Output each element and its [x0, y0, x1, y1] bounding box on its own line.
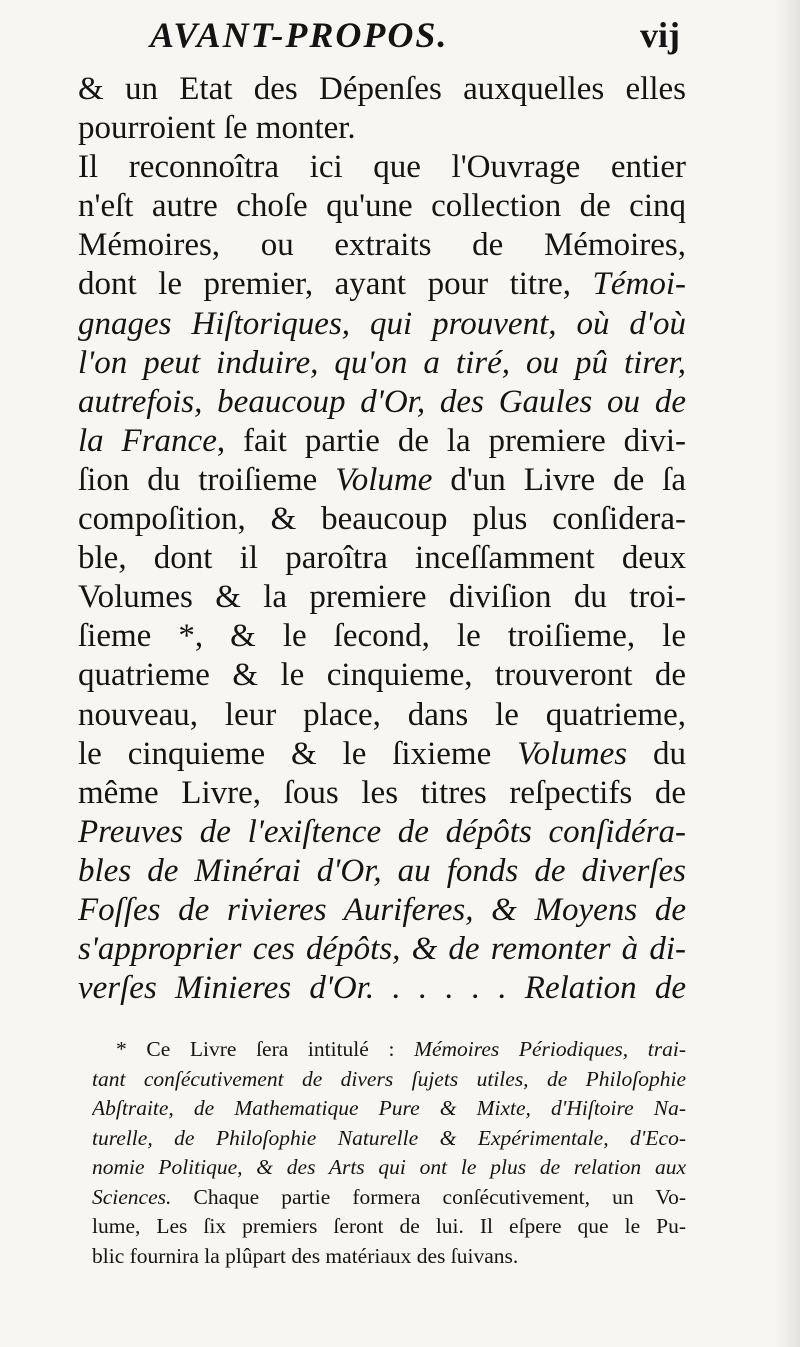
text-line-21-segment: bles de Minérai d'Or, au fonds de diverſes — [78, 852, 686, 889]
footnote-line-8 — [92, 1242, 686, 1272]
text-line-4 — [78, 187, 686, 226]
text-line-2 — [78, 109, 686, 148]
running-head: AVANT-PROPOS. — [150, 15, 449, 55]
text-line-9 — [78, 383, 686, 422]
page-header — [150, 14, 690, 64]
text-line-11-segment: ſion du troiſieme — [78, 461, 336, 498]
text-line-10-segment: , fait partie de la premiere divi- — [216, 422, 686, 459]
text-line-10 — [78, 422, 686, 461]
text-line-6-segment: Témoi- — [592, 266, 686, 303]
text-line-1-segment: & un Etat des Dépenſes auxquelles elles — [78, 71, 686, 107]
text-line-11 — [78, 461, 686, 500]
text-line-16 — [78, 656, 686, 695]
footnote-line-3-segment: Abſtraite, de Mathematique Pure & Mixte, d'Hiſtoire Na- — [92, 1096, 686, 1120]
text-line-10-segment: la France — [78, 422, 217, 459]
text-line-9-segment: autrefois, beaucoup d'Or, des Gaules ou de — [78, 383, 686, 420]
text-line-18 — [78, 735, 686, 774]
footnote-line-5 — [92, 1153, 686, 1183]
footnote-line-8-segment: blic fournira la plûpart des matériaux des ſuivans. — [92, 1243, 519, 1268]
text-line-13 — [78, 539, 686, 578]
text-line-6 — [78, 265, 686, 304]
text-line-20 — [78, 813, 686, 852]
footnote-line-6-segment: Sciences. — [92, 1184, 172, 1209]
footnote-line-1 — [92, 1035, 686, 1065]
footnote-line-5-segment: nomie Politique, & des Arts qui ont le plus de relation aux — [92, 1155, 686, 1179]
text-line-7 — [78, 305, 686, 344]
text-line-17-segment: nouveau, leur place, dans le quatrieme, — [78, 696, 686, 733]
text-line-15 — [78, 617, 686, 656]
text-line-23-segment: s'approprier ces dépôts, & de remonter à di- — [78, 931, 686, 968]
text-line-23 — [78, 930, 686, 969]
footnote-line-4-segment: turelle, de Philoſophie Naturelle & Expérimentale, d'Eco- — [92, 1125, 686, 1150]
text-line-7-segment: gnages Hiſtoriques, qui prouvent, où d'où — [78, 305, 686, 342]
text-line-14 — [78, 578, 686, 617]
text-line-18-segment: du — [627, 735, 686, 772]
text-line-16-segment: quatrieme & le cinquieme, trouveront de — [78, 657, 686, 694]
text-line-5 — [78, 226, 686, 265]
footnote — [92, 1035, 686, 1271]
footnote-line-7 — [92, 1212, 686, 1242]
text-line-18-segment: Volumes — [517, 735, 628, 772]
text-line-3 — [78, 148, 686, 187]
main-text — [78, 70, 686, 1008]
text-line-8-segment: l'on peut induire, qu'on a tiré, ou pû tirer, — [78, 344, 686, 381]
text-line-12-segment: compoſition, & beaucoup plus conſidera- — [78, 501, 686, 538]
page-number: vij — [640, 15, 680, 55]
page-gutter-shadow — [774, 0, 800, 1347]
text-line-6-segment: dont le premier, ayant pour titre, — [78, 266, 593, 303]
text-line-3-segment: Il reconnoîtra ici que l'Ouvrage entier — [78, 149, 686, 186]
text-line-17 — [78, 696, 686, 735]
footnote-line-1-segment: * Ce Livre ſera intitulé : — [116, 1037, 415, 1061]
text-line-5-segment: Mémoires, ou extraits de Mémoires, — [78, 227, 686, 264]
footnote-line-2 — [92, 1065, 686, 1095]
text-line-14-segment: Volumes & la premiere diviſion du troi- — [78, 579, 686, 616]
footnote-line-1-segment: Mémoires Périodiques, trai- — [414, 1037, 686, 1061]
text-line-12 — [78, 500, 686, 539]
text-line-4-segment: n'eſt autre choſe qu'une collection de cinq — [78, 188, 686, 225]
footnote-line-4 — [92, 1124, 686, 1154]
text-line-1 — [78, 70, 686, 109]
footnote-line-2-segment: tant conſécutivement de divers ſujets utiles, de Philoſophie — [92, 1066, 686, 1091]
text-line-21 — [78, 852, 686, 891]
text-line-13-segment: ble, dont il paroîtra inceſſamment deux — [78, 540, 686, 577]
footnote-line-7-segment: lume, Les ſix premiers ſeront de lui. Il eſpere que le Pu- — [92, 1214, 686, 1238]
text-line-8 — [78, 344, 686, 383]
footnote-line-6 — [92, 1183, 686, 1213]
footnote-line-6-segment: Chaque partie formera conſécutivement, un Vo- — [171, 1184, 686, 1209]
text-line-11-segment: Volume — [335, 461, 433, 498]
text-line-20-segment: Preuves de l'exiſtence de dépôts conſidéra- — [78, 813, 686, 850]
footnote-line-3 — [92, 1094, 686, 1124]
text-line-2-segment: pourroient ſe monter. — [78, 110, 356, 147]
text-line-22 — [78, 891, 686, 930]
text-line-15-segment: ſieme *, & le ſecond, le troiſieme, le — [78, 618, 686, 655]
text-line-18-segment: le cinquieme & le ſixieme — [78, 735, 518, 772]
text-line-24-segment: verſes Minieres d'Or. . . . . . Relation de — [78, 970, 686, 1007]
text-line-19 — [78, 774, 686, 813]
text-line-22-segment: Foſſes de rivieres Auriferes, & Moyens de — [78, 891, 686, 928]
text-line-19-segment: même Livre, ſous les titres reſpectifs de — [78, 774, 686, 811]
text-line-11-segment: d'un Livre de ſa — [432, 461, 686, 498]
text-line-24 — [78, 969, 686, 1008]
